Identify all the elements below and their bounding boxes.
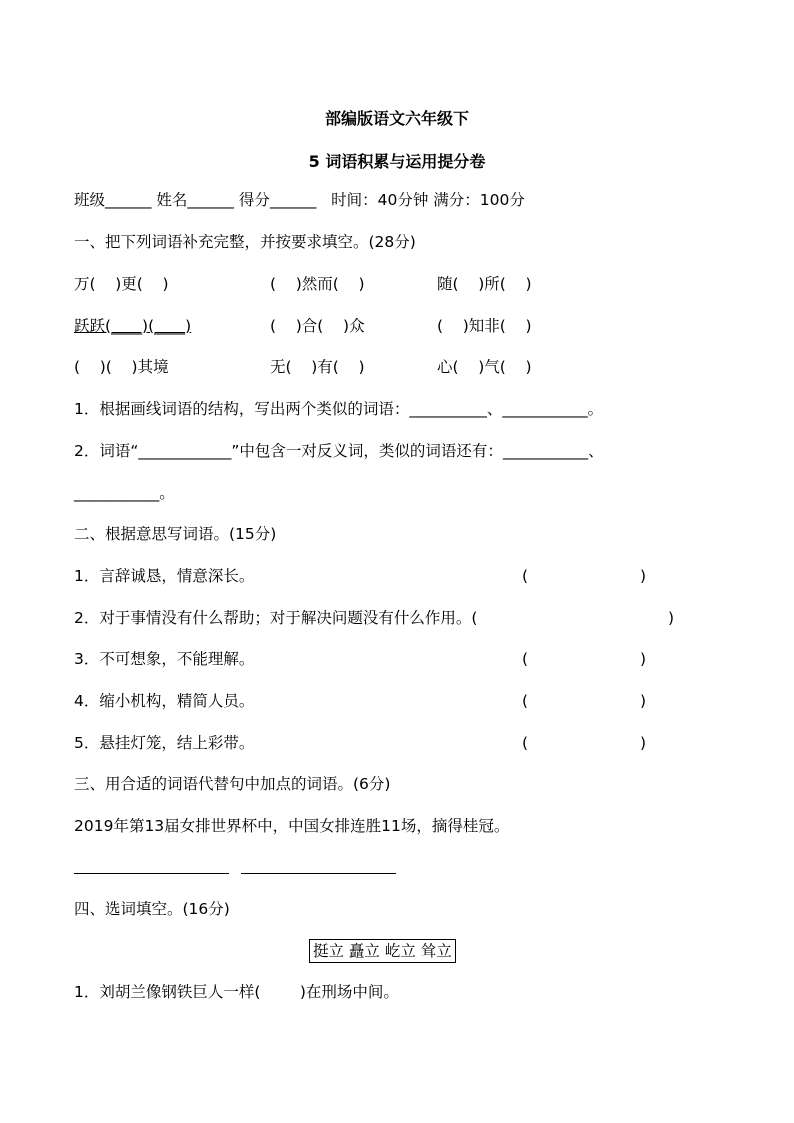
section3-heading: 三、用合适的词语代替句中加点的词语。(6分): [74, 775, 391, 793]
answer-close-paren: ): [640, 734, 647, 752]
definition-item: 5．悬挂灯笼，结上彩带。: [74, 734, 255, 752]
idiom-item: ( )然而( ): [270, 275, 365, 293]
underlined-idiom: 跃跃(____)(____): [74, 317, 192, 335]
header-info: 班级______ 姓名______ 得分______ 时间：40分钟 满分：100分: [74, 191, 525, 209]
idiom-item: ( )( )其境: [74, 358, 169, 376]
answer-close-paren: ): [640, 650, 647, 668]
answer-close-paren: ): [668, 609, 675, 627]
answer-open-paren: (: [522, 692, 529, 710]
answer-close-paren: ): [640, 567, 647, 585]
definition-item: 2．对于事情没有什么帮助；对于解决问题没有什么作用。(: [74, 609, 478, 627]
document-title: 部编版语文六年级下: [324, 109, 469, 128]
idiom-item: 随( )所( ): [437, 275, 532, 293]
section1-question-2: 2．词语“____________”中包含一对反义词，类似的词语还有：___________、: [74, 442, 604, 460]
word-choice-box: 挺立 矗立 屹立 耸立: [309, 939, 456, 963]
definition-item: 1．言辞诚恳，情意深长。: [74, 567, 255, 585]
answer-blank-line: [241, 873, 396, 874]
section4-question-1: 1．刘胡兰像钢铁巨人一样( )在刑场中间。: [74, 983, 399, 1001]
section1-heading: 一、把下列词语补充完整，并按要求填空。(28分): [74, 233, 416, 251]
definition-item: 4．缩小机构，精简人员。: [74, 692, 255, 710]
section1-question-2-continued: ___________。: [74, 484, 175, 502]
idiom-item: 心( )气( ): [437, 358, 532, 376]
idiom-item: 万( )更( ): [74, 275, 169, 293]
definition-item: 3．不可想象，不能理解。: [74, 650, 255, 668]
answer-open-paren: (: [522, 650, 529, 668]
section1-question-1: 1．根据画线词语的结构，写出两个类似的词语：__________、___________。: [74, 400, 604, 418]
idiom-item: ( )知非( ): [437, 317, 532, 335]
section4-heading: 四、选词填空。(16分): [74, 900, 230, 918]
answer-open-paren: (: [522, 567, 529, 585]
idiom-item: ( )合( )众: [270, 317, 365, 335]
answer-open-paren: (: [522, 734, 529, 752]
document-subtitle: 5 词语积累与运用提分卷: [308, 152, 486, 171]
answer-close-paren: ): [640, 692, 647, 710]
answer-blank-line: [74, 873, 229, 874]
idiom-item: 无( )有( ): [270, 358, 365, 376]
section3-sentence: 2019年第13届女排世界杯中，中国女排连胜11场，摘得桂冠。: [74, 817, 510, 835]
section2-heading: 二、根据意思写词语。(15分): [74, 525, 277, 543]
